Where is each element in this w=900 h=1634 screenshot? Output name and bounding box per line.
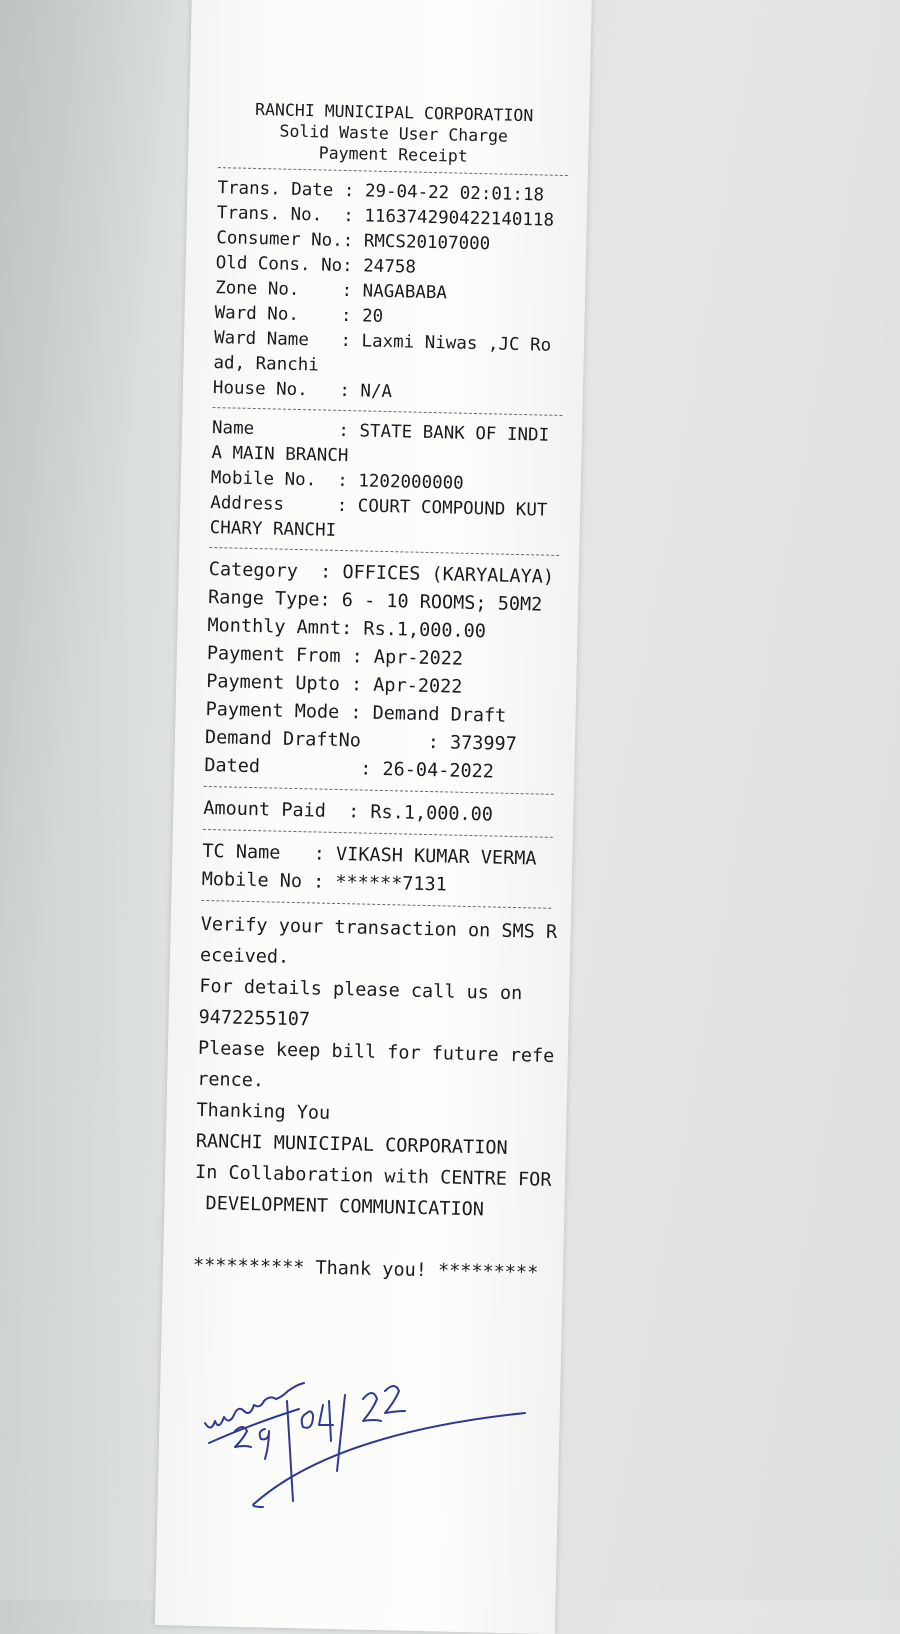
- field-ward-name: Ward Name : Laxmi Niwas ,JC Ro: [213, 328, 552, 356]
- field-old-cons-no: Old Cons. No : 24758: [215, 253, 417, 278]
- customer-section: [209, 416, 562, 549]
- field-address: Address : COURT COMPOUND KUT: [210, 493, 548, 521]
- amount-section: [203, 795, 554, 831]
- signature-stroke-date-2: [235, 1427, 251, 1447]
- footer-line: Please keep bill for future refe: [197, 1037, 555, 1067]
- footer-phone: 9472255107: [198, 1006, 311, 1031]
- divider: [203, 829, 553, 838]
- field-trans-no: Trans. No. : 116374290422140118: [216, 203, 555, 231]
- footer-line: RANCHI MUNICIPAL CORPORATION: [195, 1130, 508, 1159]
- divider: [209, 547, 559, 556]
- field-trans-date: Trans. Date : 29-04-22 02:01:18: [217, 178, 545, 206]
- field-tc-name: TC Name : VIKASH KUMAR VERMA: [202, 840, 537, 870]
- signature-stroke-underline: [209, 1409, 299, 1443]
- field-monthly-amnt: Monthly Amnt : Rs.1,000.00: [207, 614, 487, 643]
- field-consumer-no: Consumer No. : RMCS20107000: [216, 228, 491, 255]
- field-name-cont: A MAIN BRANCH: [211, 443, 349, 467]
- transaction-section: [213, 176, 568, 409]
- footer-line: In Collaboration with CENTRE FOR: [194, 1161, 552, 1191]
- signature-stroke-slash-2: [337, 1395, 345, 1471]
- receipt-header: [218, 98, 569, 169]
- footer-line: DEVELOPMENT COMMUNICATION: [194, 1192, 485, 1221]
- signature-stroke-date-4: [319, 1401, 333, 1441]
- field-payment-from: Payment From : Apr-2022: [206, 642, 464, 670]
- divider: [204, 786, 554, 795]
- divider: [218, 167, 568, 176]
- divider: [212, 407, 562, 416]
- signature-stroke-date-9: [260, 1429, 269, 1459]
- field-ward-name-cont: ad, Ranchi: [213, 353, 320, 376]
- field-category: Category : OFFICES (KARYALAYA): [208, 558, 555, 588]
- footer-line: Thanking You: [196, 1099, 331, 1124]
- field-zone-no: Zone No. : NAGABABA: [214, 278, 448, 304]
- field-demand-draft-no: Demand DraftNo : 373997: [204, 726, 518, 756]
- thank-you-line: ********** Thank you! *********: [192, 1254, 539, 1284]
- field-amount-paid: Amount Paid : Rs.1,000.00: [203, 797, 494, 826]
- signature-stroke-slash-1: [287, 1401, 293, 1501]
- signature-stroke-tail: [253, 1503, 263, 1507]
- header-service: Solid Waste User Charge: [279, 121, 509, 146]
- signature-stroke-date-22: [363, 1386, 405, 1421]
- footer-line: Verify your transaction on SMS R: [200, 913, 558, 943]
- field-dated: Dated : 26-04-2022: [204, 754, 495, 783]
- field-tc-mobile: Mobile No : ******7131: [201, 868, 448, 896]
- field-range-type: Range Type : 6 - 10 ROOMS; 50M2: [207, 586, 543, 616]
- field-payment-mode: Payment Mode : Demand Draft: [205, 698, 507, 727]
- field-address-cont: CHARY RANCHI: [209, 518, 337, 541]
- receipt-content: [193, 98, 570, 1286]
- field-payment-upto: Payment Upto : Apr-2022: [206, 670, 463, 698]
- field-name: Name : STATE BANK OF INDI: [211, 418, 550, 446]
- footer-line: rence.: [196, 1068, 265, 1092]
- signature-stroke-date-0: [302, 1411, 313, 1427]
- divider: [201, 900, 551, 909]
- payment-section: [204, 556, 559, 788]
- handwritten-signature: [195, 1365, 535, 1515]
- field-ward-no: Ward No. : 20: [214, 303, 384, 327]
- field-house-no: House No. : N/A: [212, 378, 393, 403]
- footer-line: eceived.: [199, 944, 290, 968]
- header-org: RANCHI MUNICIPAL CORPORATION: [254, 99, 534, 126]
- footer-message: [194, 909, 558, 1227]
- signature-stroke-flourish: [255, 1413, 525, 1503]
- collector-section: [201, 838, 552, 902]
- header-doc-type: Payment Receipt: [318, 143, 468, 166]
- footer-line: For details please call us on: [199, 975, 523, 1005]
- field-mobile-no: Mobile No. : 1202000000: [210, 468, 464, 494]
